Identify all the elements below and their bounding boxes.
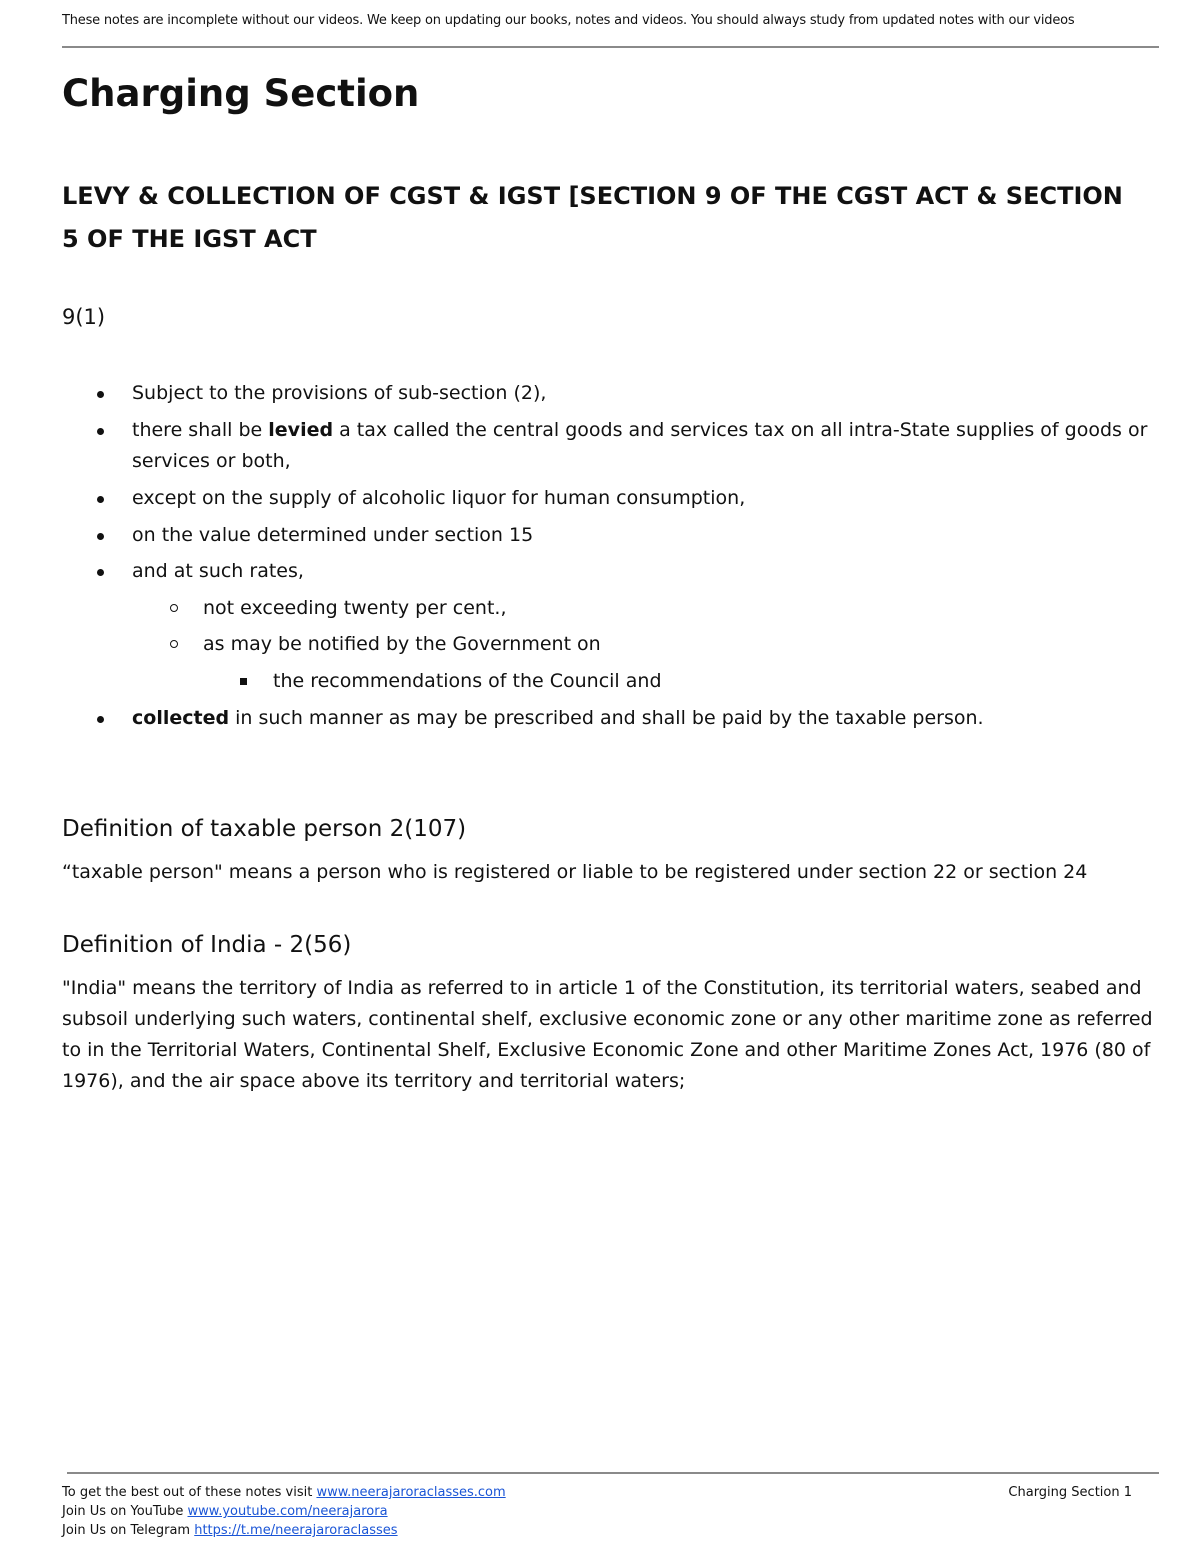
hollow-bullet-icon — [170, 640, 178, 648]
hollow-bullet-icon — [170, 604, 178, 612]
footer-divider — [67, 1472, 1159, 1474]
list-item-text: there shall be — [132, 419, 269, 441]
list-item — [132, 415, 1162, 477]
sub-sub-list-item — [273, 666, 1153, 697]
definition-heading-india: Definition of India - 2(56) — [62, 932, 352, 958]
footer-label: Join Us on YouTube — [62, 1504, 188, 1519]
sub-list-item — [203, 593, 1153, 624]
definition-heading-taxable-person: Definition of taxable person 2(107) — [62, 816, 467, 842]
list-item — [132, 703, 1162, 734]
list-item-text: except on the supply of alcoholic liquor for human consumption, — [132, 487, 746, 509]
header-note: These notes are incomplete without our videos. We keep on updating our books, notes and videos. You should always study from updated notes with our videos — [62, 13, 1075, 28]
youtube-link[interactable]: www.youtube.com/neerajarora — [187, 1504, 388, 1519]
list-item — [132, 520, 1162, 551]
square-bullet-icon — [240, 678, 247, 685]
website-link[interactable]: www.neerajaroraclasses.com — [316, 1485, 506, 1500]
bullet-icon — [97, 533, 104, 540]
footer-line-website — [62, 1483, 1162, 1502]
section-heading: LEVY & COLLECTION OF CGST & IGST [SECTION 9 OF THE CGST ACT & SECTION 5 OF THE IGST ACT — [62, 182, 1123, 253]
telegram-link[interactable]: https://t.me/neerajaroraclasses — [194, 1523, 398, 1538]
footer-label: To get the best out of these notes visit — [62, 1485, 317, 1500]
list-item-text: Subject to the provisions of sub-section (2), — [132, 382, 547, 404]
bullet-icon — [97, 569, 104, 576]
bullet-icon — [97, 391, 104, 398]
footer-line-telegram — [62, 1521, 1162, 1540]
bullet-icon — [97, 716, 104, 723]
bullet-icon — [97, 428, 104, 435]
list-item-text: on the value determined under section 15 — [132, 524, 534, 546]
bullet-icon — [97, 496, 104, 503]
list-item — [132, 556, 1162, 587]
list-item — [132, 483, 1162, 514]
list-item-text: the recommendations of the Council and — [273, 670, 662, 692]
list-item-text: not exceeding twenty per cent., — [203, 597, 507, 619]
footer-label: Join Us on Telegram — [62, 1523, 195, 1538]
header-divider — [62, 46, 1159, 48]
definition-text-taxable-person: “taxable person" means a person who is registered or liable to be registered under section 22 or section 24 — [62, 861, 1088, 883]
definition-text-india: "India" means the territory of India as referred to in article 1 of the Constitution, its territorial waters, seabed and subsoil underlying such waters, continental shelf, exclusive economic zone or any other maritime zone as referred to in the Territorial Waters, Continental Shelf, Exclusive Economic Zone and other Maritime Zones Act, 1976 (80 of 1976), and the air space above its territory and territorial waters; — [62, 977, 1153, 1092]
page-title: Charging Section — [62, 72, 420, 115]
list-item — [132, 378, 1162, 409]
page-number-label: Charging Section 1 — [1008, 1485, 1132, 1500]
sub-list-item — [203, 629, 1153, 660]
list-item-text: in such manner as may be prescribed and shall be paid by the taxable person. — [229, 707, 984, 729]
list-item-text: and at such rates, — [132, 560, 304, 582]
list-item-text: as may be notified by the Government on — [203, 633, 601, 655]
clause-number: 9(1) — [62, 305, 106, 329]
list-item-text: a tax called the central goods and services tax on all intra-State supplies of goods or services or both, — [132, 419, 1148, 472]
levied-keyword: levied — [268, 419, 334, 441]
footer — [62, 1483, 1162, 1540]
collected-keyword: collected — [132, 707, 230, 729]
footer-line-youtube — [62, 1502, 1162, 1521]
